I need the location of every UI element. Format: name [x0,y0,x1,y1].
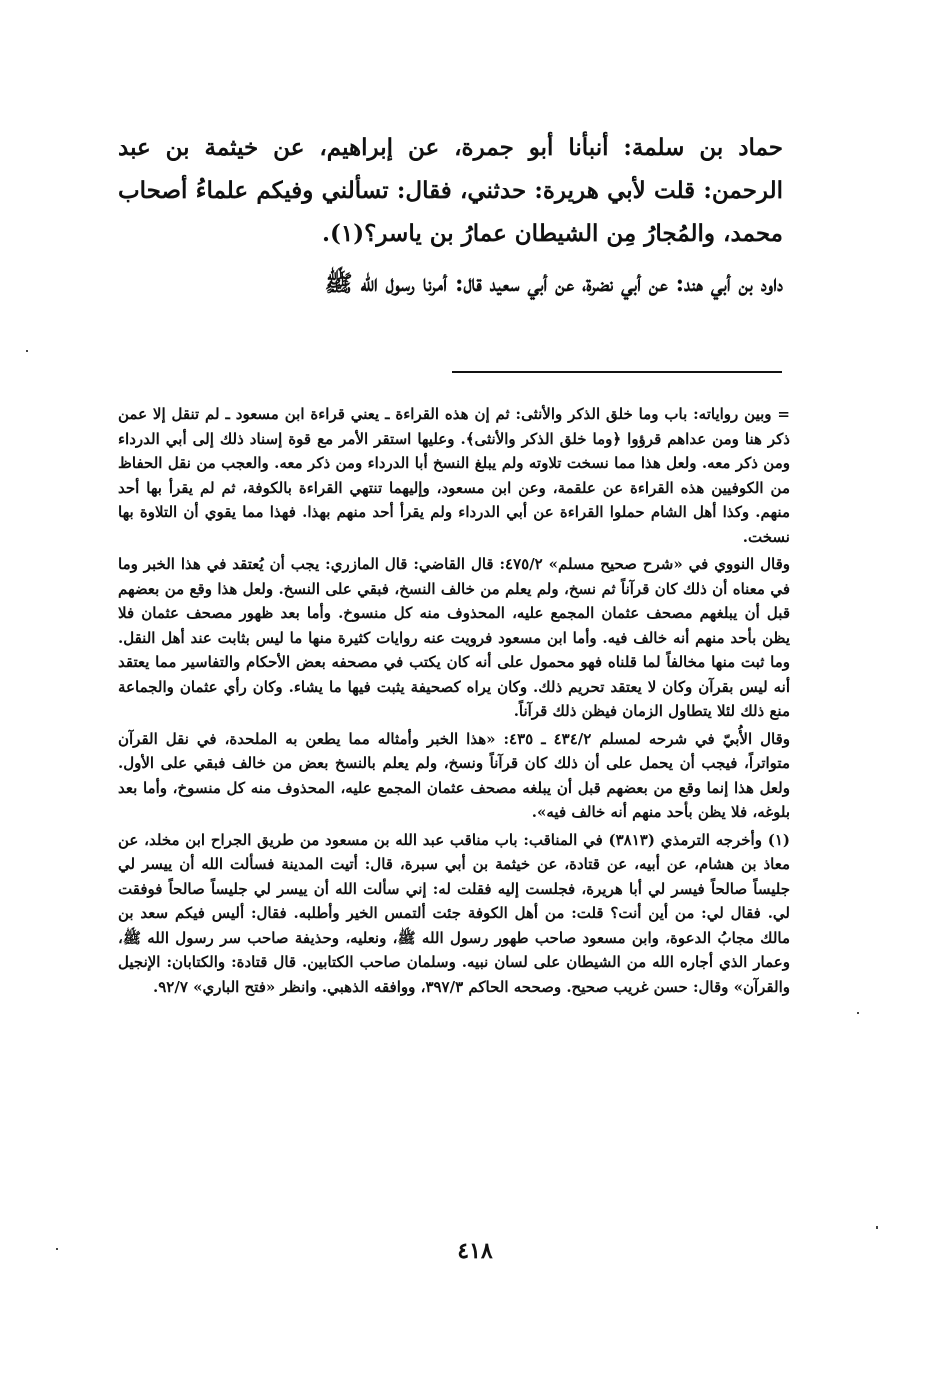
scan-speck [857,1012,859,1014]
scan-speck [876,1226,878,1229]
scan-speck [26,350,28,352]
main-paragraph: داود بن أبي هند: عن أبي نضرة، عن أبي سعيد قال: أمرنا رسول الله ﷺ [324,270,783,297]
footnote-paragraph: = وبين رواياته: باب وما خلق الذكر والأنثى: ثم إن هذه القراءة ـ يعني قراءة ابن مسعود ـ لم تنقل إلا عمن ذكر هنا ومن عداهم قرؤوا ﴿وما خلق الذكر والأنثى﴾. وعليها استقر الأمر مع قوة إسناد ذلك إلى أبي الدرداء ومن ذكر معه. ولعل هذا مما نسخت تلاوته ولم يبلغ النسخ أبا الدرداء ومن ذكر معه. والعجب من نقل الحفاظ من الكوفيين هذه القراءة عن علقمة، وعن ابن مسعود، وإليهما تنتهي القراءة بالكوفة، ثم لم يقرأ بها أحد منهم. وكذا أهل الشام حملوا القراءة عن أبي الدرداء ولم يقرأ أحد منهم بهذا. فهذا مما يقوي أن التلاوة بها نسخت. [118,405,790,546]
footnote-separator [452,371,782,373]
main-text [118,126,783,305]
footnote-paragraph: (١) وأخرجه الترمذي (٣٨١٣) في المناقب: باب مناقب عبد الله بن مسعود من طريق الجراح ابن مخلد، عن معاذ بن هشام، عن أبيه، عن قتادة، عن خيثمة بن أبي سبرة، قال: أتيت المدينة فسألت الله أن ييسر لي جليساً صالحاً فيسر لي أبا هريرة، فجلست إليه فقلت له: إني سألت الله أن ييسر لي جليساً صالحاً فوفقت لي. فقال لي: من أين أنت؟ قلت: من أهل الكوفة جئت ألتمس الخير وأطلبه. فقال: أليس فيكم سعد بن مالك مجابُ الدعوة، وابن مسعود صاحب طهور رسول الله ﷺ، ونعليه، وحذيفة صاحب سر رسول الله ﷺ، وعمار الذي أجاره الله من الشيطان على لسان نبيه. وسلمان صاحب الكتابين. قال قتادة: والكتابان: الإنجيل والقرآن» وقال: حسن غريب صحيح. وصححه الحاكم ٣٩٧/٣، ووافقه الذهبي. وانظر «فتح الباري» ٩٢/٧. [118,830,791,996]
page-number: ٤١٨ [457,1238,493,1264]
footnote-paragraph: وقال الأُبيّ في شرحه لمسلم ٤٣٤/٢ ـ ٤٣٥: «هذا الخبر وأمثاله مما يطعن به الملحدة، في نقل القرآن متواتراً، فيجب أن يحمل على أن ذلك كان قرآناً ونسخ، ولم يعلم بالنسخ بعض من خالف فبقي على الأول. ولعل هذا إنما وقع من بعضهم قبل أن يبلغه مصحف عثمان المجمع عليه، المحذوف منه كل منسوخ، وأما بعد بلوغه، فلا يظن بأحد منهم أنه خالف فيه». [118,729,790,821]
main-paragraph: حماد بن سلمة: أنبأنا أبو جمرة، عن إبراهيم، عن خيثمة بن عبد الرحمن: قلت لأبي هريرة: حدثني، فقال: تسألني وفيكم علماءُ أصحاب محمد، والمُجارُ مِن الشيطان عمارُ بن ياسر؟(١). [118,134,783,247]
footnotes [118,402,790,999]
footnote-paragraph: وقال النووي في «شرح صحيح مسلم» ٤٧٥/٢: قال القاضي: قال المازري: يجب أن يُعتقد في هذا الخبر وما في معناه أن ذلك كان قرآناً ثم نسخ، ولم يعلم من خالف النسخ، فبقي على النسخ. ولعل هذا وقع من بعضهم قبل أن يبلغهم مصحف عثمان المجمع عليه، المحذوف منه كل منسوخ. وأما بعد ظهور مصحف عثمان فلا يظن بأحد منهم أنه خالف فيه. وأما ابن مسعود فرويت عنه روايات كثيرة منها ما ليس بثابت عند أهل النقل. وما ثبت منها مخالفاً لما قلناه فهو محمول على أنه كان يكتب في مصحفه بعض الأحكام والتفاسير مما يعتقد أنه ليس بقرآن وكان لا يعتقد تحريم ذلك. وكان يراه كصحيفة يثبت فيها ما يشاء. وكان رأي عثمان والجماعة منع ذلك لئلا يتطاول الزمان فيظن ذلك قرآناً. [118,555,790,720]
scan-speck [56,1248,58,1250]
